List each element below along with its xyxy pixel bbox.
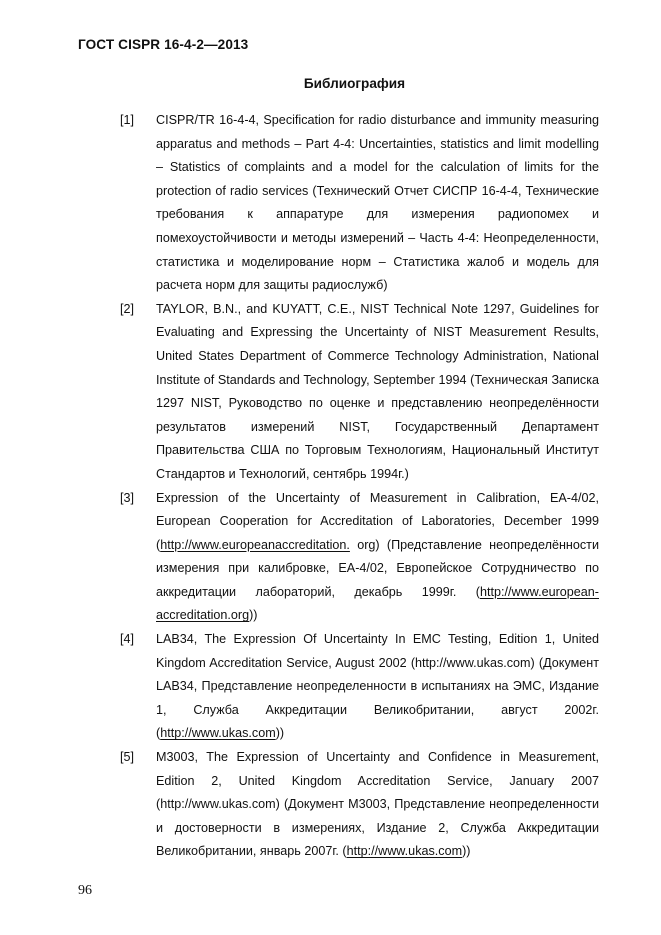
reference-number: [2]: [120, 301, 135, 316]
reference-link[interactable]: http://www.ukas.com: [160, 726, 276, 741]
reference-item-4: [120, 628, 600, 746]
reference-text: TAYLOR, B.N., and KUYATT, C.E., NIST Technical Note 1297, Guidelines for Evaluating and Expressing the Uncertainty of NIST Measurement Results, United States Department of Commerce Technology Administration, National Institute of Standards and Technology, September 1994 (Техническая Записка 1297 NIST, Руководство по оценке и представлению неопределённости результатов измерений NIST, Государственный Департамент Правительства США по Торговым Технологиям, Национальный Институт Стандартов и Технологий, сентябрь 1994г.): [156, 301, 599, 481]
reference-number: [5]: [120, 750, 135, 765]
reference-item-5: [120, 746, 600, 864]
reference-number: [1]: [120, 113, 135, 127]
reference-text: LAB34, The Expression Of Uncertainty In EMC Testing, Edition 1, United Kingdom Accreditation Service, August 2002 (http://www.ukas.com) (Документ LAB34, Представление неопределенности в испытаниях на ЭМС, Издание 1, Служба Аккредитации Великобритании, август 2002г. (http://www.ukas.com)): [156, 632, 599, 741]
document-header: ГОСТ CISPR 16-4-2—2013: [78, 37, 249, 52]
reference-item-1: [120, 109, 600, 298]
reference-link[interactable]: http://www.europeanaccreditation.: [160, 537, 350, 552]
reference-link[interactable]: http://www.european-accreditation.org: [156, 584, 599, 623]
reference-text: CISPR/TR 16-4-4, Specification for radio disturbance and immunity measuring apparatus and methods – Part 4-4: Uncertainties, statistics and limit modelling – Statistics of complaints and a model for the calculation of limits for the protection of radio services (Технический Отчет СИСПР 16-4-4, Технические требования к аппаратуре для измерения радиопомех и помехоустойчивости и методы измерений – Часть 4-4: Неопределенности, статистика и моделирование норм – Статистика жалоб и модель для расчета норм для защиты радиослужб): [156, 113, 599, 293]
reference-text: M3003, The Expression of Uncertainty and Confidence in Measurement, Edition 2, United Kingdom Accreditation Service, January 2007 (http://www.ukas.com) (Документ M3003, Представление неопределенности и достоверности в измерениях, Издание 2, Служба Аккредитации Великобритании, январь 2007г. (http://www.ukas.com)): [156, 750, 599, 859]
reference-item-3: [120, 487, 600, 629]
reference-link[interactable]: http://www.ukas.com: [346, 844, 463, 859]
reference-number: [4]: [120, 632, 135, 647]
page-number: 96: [78, 883, 92, 898]
bibliography-list: [120, 109, 600, 864]
section-title: Библиография: [303, 76, 406, 91]
reference-text: Expression of the Uncertainty of Measurement in Calibration, EA-4/02, European Cooperation for Accreditation of Laboratories, December 1999 (http://www.europeanaccreditation. org) (Представление неопределённости измерения при калибровке, EA-4/02, Европейское Сотрудничество по аккредитации лабораторий, декабрь 1999г. (http://www.european-accreditation.org)): [156, 490, 599, 623]
reference-number: [3]: [120, 490, 135, 505]
reference-item-2: [120, 298, 600, 487]
